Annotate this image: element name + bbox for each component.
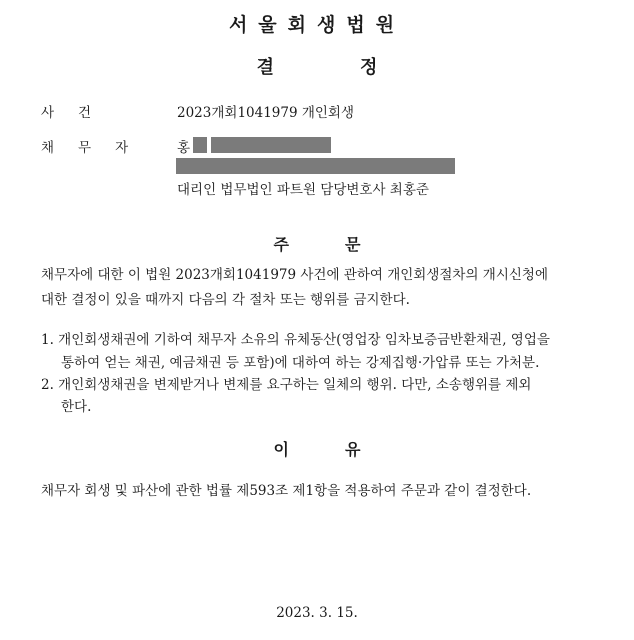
redaction-bar (211, 137, 331, 153)
redaction-bar (176, 158, 455, 174)
case-label: 사건 (41, 105, 116, 121)
order-item-1-line1: 1. 개인회생채권에 기하여 채무자 소유의 유체동산(영업장 임차보증금반환채권, 영업을 (41, 332, 550, 348)
order-item-2-line1: 2. 개인회생채권을 변제받거나 변제를 요구하는 일체의 행위. 다만, 소송행위를 제외 (41, 377, 532, 393)
document-title: 결정 (256, 57, 464, 78)
debtor-name-prefix: 홍 (177, 140, 191, 156)
order-heading: 주문 (273, 235, 417, 254)
order-item-1-line2: 통하여 얻는 채권, 예금채권 등 포함)에 대하여 하는 강제집행·가압류 또는 가처분. (61, 355, 540, 371)
debtor-representative: 대리인 법무법인 파트원 담당변호사 최홍준 (177, 182, 429, 198)
order-intro-line1: 채무자에 대한 이 법원 2023개회1041979 사건에 관하여 개인회생절차의 개시신청에 (41, 267, 548, 283)
case-number: 2023개회1041979 개인회생 (177, 105, 355, 121)
debtor-label: 채무자 (41, 140, 153, 156)
reason-text: 채무자 회생 및 파산에 관한 법률 제593조 제1항을 적용하여 주문과 같이 결정한다. (41, 483, 532, 499)
decision-date: 2023. 3. 15. (276, 605, 358, 621)
court-name: 서울회생법원 (228, 14, 406, 36)
order-intro-line2: 대한 결정이 있을 때까지 다음의 각 절차 또는 행위를 금지한다. (41, 292, 410, 308)
redaction-bar (193, 137, 207, 153)
order-item-2-line2: 한다. (61, 399, 92, 415)
reason-heading: 이유 (273, 440, 417, 459)
